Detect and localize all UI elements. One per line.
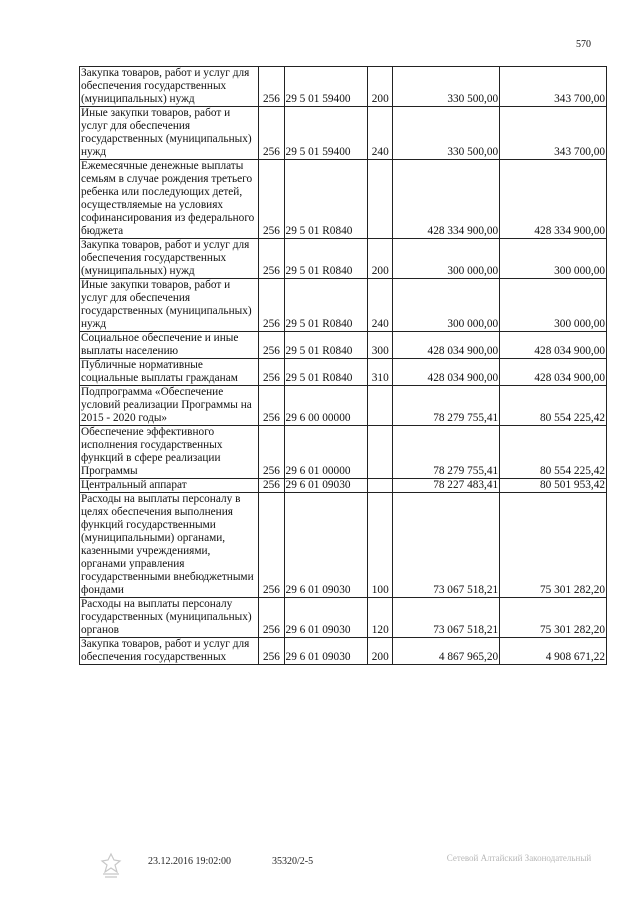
row-target-article: 29 6 01 09030 [284, 638, 368, 665]
row-name: Ежемесячные денежные выплаты семьям в случае рождения третьего ребенка или последующих детей, осуществляемые на условиях софинансирования из федерального бюджета [80, 160, 259, 239]
table-row [80, 359, 607, 386]
row-name: Социальное обеспечение и иные выплаты населению [80, 332, 259, 359]
row-amount-year2: 80 501 953,42 [500, 479, 607, 493]
row-amount-year2: 80 554 225,42 [500, 386, 607, 426]
row-amount-year2: 428 034 900,00 [500, 332, 607, 359]
row-name: Закупка товаров, работ и услуг для обеспечения государственных (муниципальных) нужд [80, 239, 259, 279]
budget-table-body [80, 67, 607, 665]
table-row [80, 332, 607, 359]
row-target-article: 29 5 01 R0840 [284, 160, 368, 239]
table-row [80, 160, 607, 239]
row-code: 256 [259, 107, 284, 160]
row-amount-year2: 343 700,00 [500, 107, 607, 160]
row-amount-year2: 75 301 282,20 [500, 493, 607, 598]
row-expense-type: 200 [368, 239, 393, 279]
row-code: 256 [259, 598, 284, 638]
row-amount-year1: 4 867 965,20 [393, 638, 500, 665]
row-target-article: 29 5 01 R0840 [284, 239, 368, 279]
footer-date: 23.12.2016 19:02:00 [148, 856, 232, 867]
row-expense-type: 240 [368, 279, 393, 332]
row-target-article: 29 5 01 R0840 [284, 279, 368, 332]
row-amount-year1: 300 000,00 [393, 239, 500, 279]
row-code: 256 [259, 239, 284, 279]
row-amount-year1: 78 227 483,41 [393, 479, 500, 493]
table-row [80, 107, 607, 160]
table-row [80, 279, 607, 332]
table-row [80, 386, 607, 426]
row-code: 256 [259, 359, 284, 386]
table-row [80, 493, 607, 598]
footer-doc-number: 35320/2-5 [272, 856, 314, 867]
row-target-article: 29 5 01 R0840 [284, 359, 368, 386]
table-row [80, 638, 607, 665]
row-name: Публичные нормативные социальные выплаты гражданам [80, 359, 259, 386]
row-amount-year1: 73 067 518,21 [393, 598, 500, 638]
row-code: 256 [259, 67, 284, 107]
row-name: Иные закупки товаров, работ и услуг для обеспечения государственных (муниципальных) нужд [80, 279, 259, 332]
row-amount-year1: 428 334 900,00 [393, 160, 500, 239]
row-amount-year1: 428 034 900,00 [393, 332, 500, 359]
row-code: 256 [259, 479, 284, 493]
row-expense-type [368, 479, 393, 493]
row-name: Обеспечение эффективного исполнения государственных функций в сфере реализации Программы [80, 426, 259, 479]
row-name: Центральный аппарат [80, 479, 259, 493]
row-amount-year1: 73 067 518,21 [393, 493, 500, 598]
row-expense-type: 300 [368, 332, 393, 359]
row-target-article: 29 6 01 09030 [284, 479, 368, 493]
row-name: Расходы на выплаты персоналу государственных (муниципальных) органов [80, 598, 259, 638]
row-target-article: 29 6 01 09030 [284, 598, 368, 638]
watermark-stamp: Сетевой Алтайский Законодательный [446, 853, 592, 863]
row-name: Закупка товаров, работ и услуг для обеспечения государственных [80, 638, 259, 665]
row-amount-year1: 330 500,00 [393, 67, 500, 107]
row-amount-year1: 78 279 755,41 [393, 426, 500, 479]
row-target-article: 29 6 00 00000 [284, 386, 368, 426]
row-target-article: 29 5 01 59400 [284, 67, 368, 107]
row-name: Подпрограмма «Обеспечение условий реализации Программы на 2015 - 2020 годы» [80, 386, 259, 426]
row-expense-type: 200 [368, 638, 393, 665]
row-code: 256 [259, 332, 284, 359]
row-code: 256 [259, 279, 284, 332]
budget-table [79, 66, 607, 665]
row-amount-year1: 78 279 755,41 [393, 386, 500, 426]
row-code: 256 [259, 426, 284, 479]
row-expense-type: 100 [368, 493, 393, 598]
row-amount-year2: 343 700,00 [500, 67, 607, 107]
row-amount-year2: 300 000,00 [500, 239, 607, 279]
table-row [80, 239, 607, 279]
row-target-article: 29 6 01 00000 [284, 426, 368, 479]
table-row [80, 67, 607, 107]
row-amount-year2: 300 000,00 [500, 279, 607, 332]
row-name: Иные закупки товаров, работ и услуг для обеспечения государственных (муниципальных) нужд [80, 107, 259, 160]
row-expense-type [368, 386, 393, 426]
table-row [80, 598, 607, 638]
row-name: Расходы на выплаты персоналу в целях обеспечения выполнения функций государственными (муниципальными) органами, казенными учреждениями, органами управления государственными внебюджетными фондами [80, 493, 259, 598]
page-number: 570 [576, 39, 591, 50]
row-expense-type: 200 [368, 67, 393, 107]
row-amount-year1: 428 034 900,00 [393, 359, 500, 386]
row-amount-year1: 300 000,00 [393, 279, 500, 332]
row-target-article: 29 5 01 R0840 [284, 332, 368, 359]
row-amount-year1: 330 500,00 [393, 107, 500, 160]
table-row [80, 479, 607, 493]
row-expense-type [368, 160, 393, 239]
row-expense-type: 240 [368, 107, 393, 160]
table-row [80, 426, 607, 479]
row-code: 256 [259, 638, 284, 665]
row-amount-year2: 428 334 900,00 [500, 160, 607, 239]
row-amount-year2: 4 908 671,22 [500, 638, 607, 665]
row-expense-type: 120 [368, 598, 393, 638]
row-target-article: 29 6 01 09030 [284, 493, 368, 598]
row-code: 256 [259, 386, 284, 426]
row-amount-year2: 75 301 282,20 [500, 598, 607, 638]
row-expense-type [368, 426, 393, 479]
row-target-article: 29 5 01 59400 [284, 107, 368, 160]
row-code: 256 [259, 493, 284, 598]
emblem-logo [100, 852, 122, 878]
row-code: 256 [259, 160, 284, 239]
row-expense-type: 310 [368, 359, 393, 386]
row-name: Закупка товаров, работ и услуг для обеспечения государственных (муниципальных) нужд [80, 67, 259, 107]
row-amount-year2: 80 554 225,42 [500, 426, 607, 479]
row-amount-year2: 428 034 900,00 [500, 359, 607, 386]
